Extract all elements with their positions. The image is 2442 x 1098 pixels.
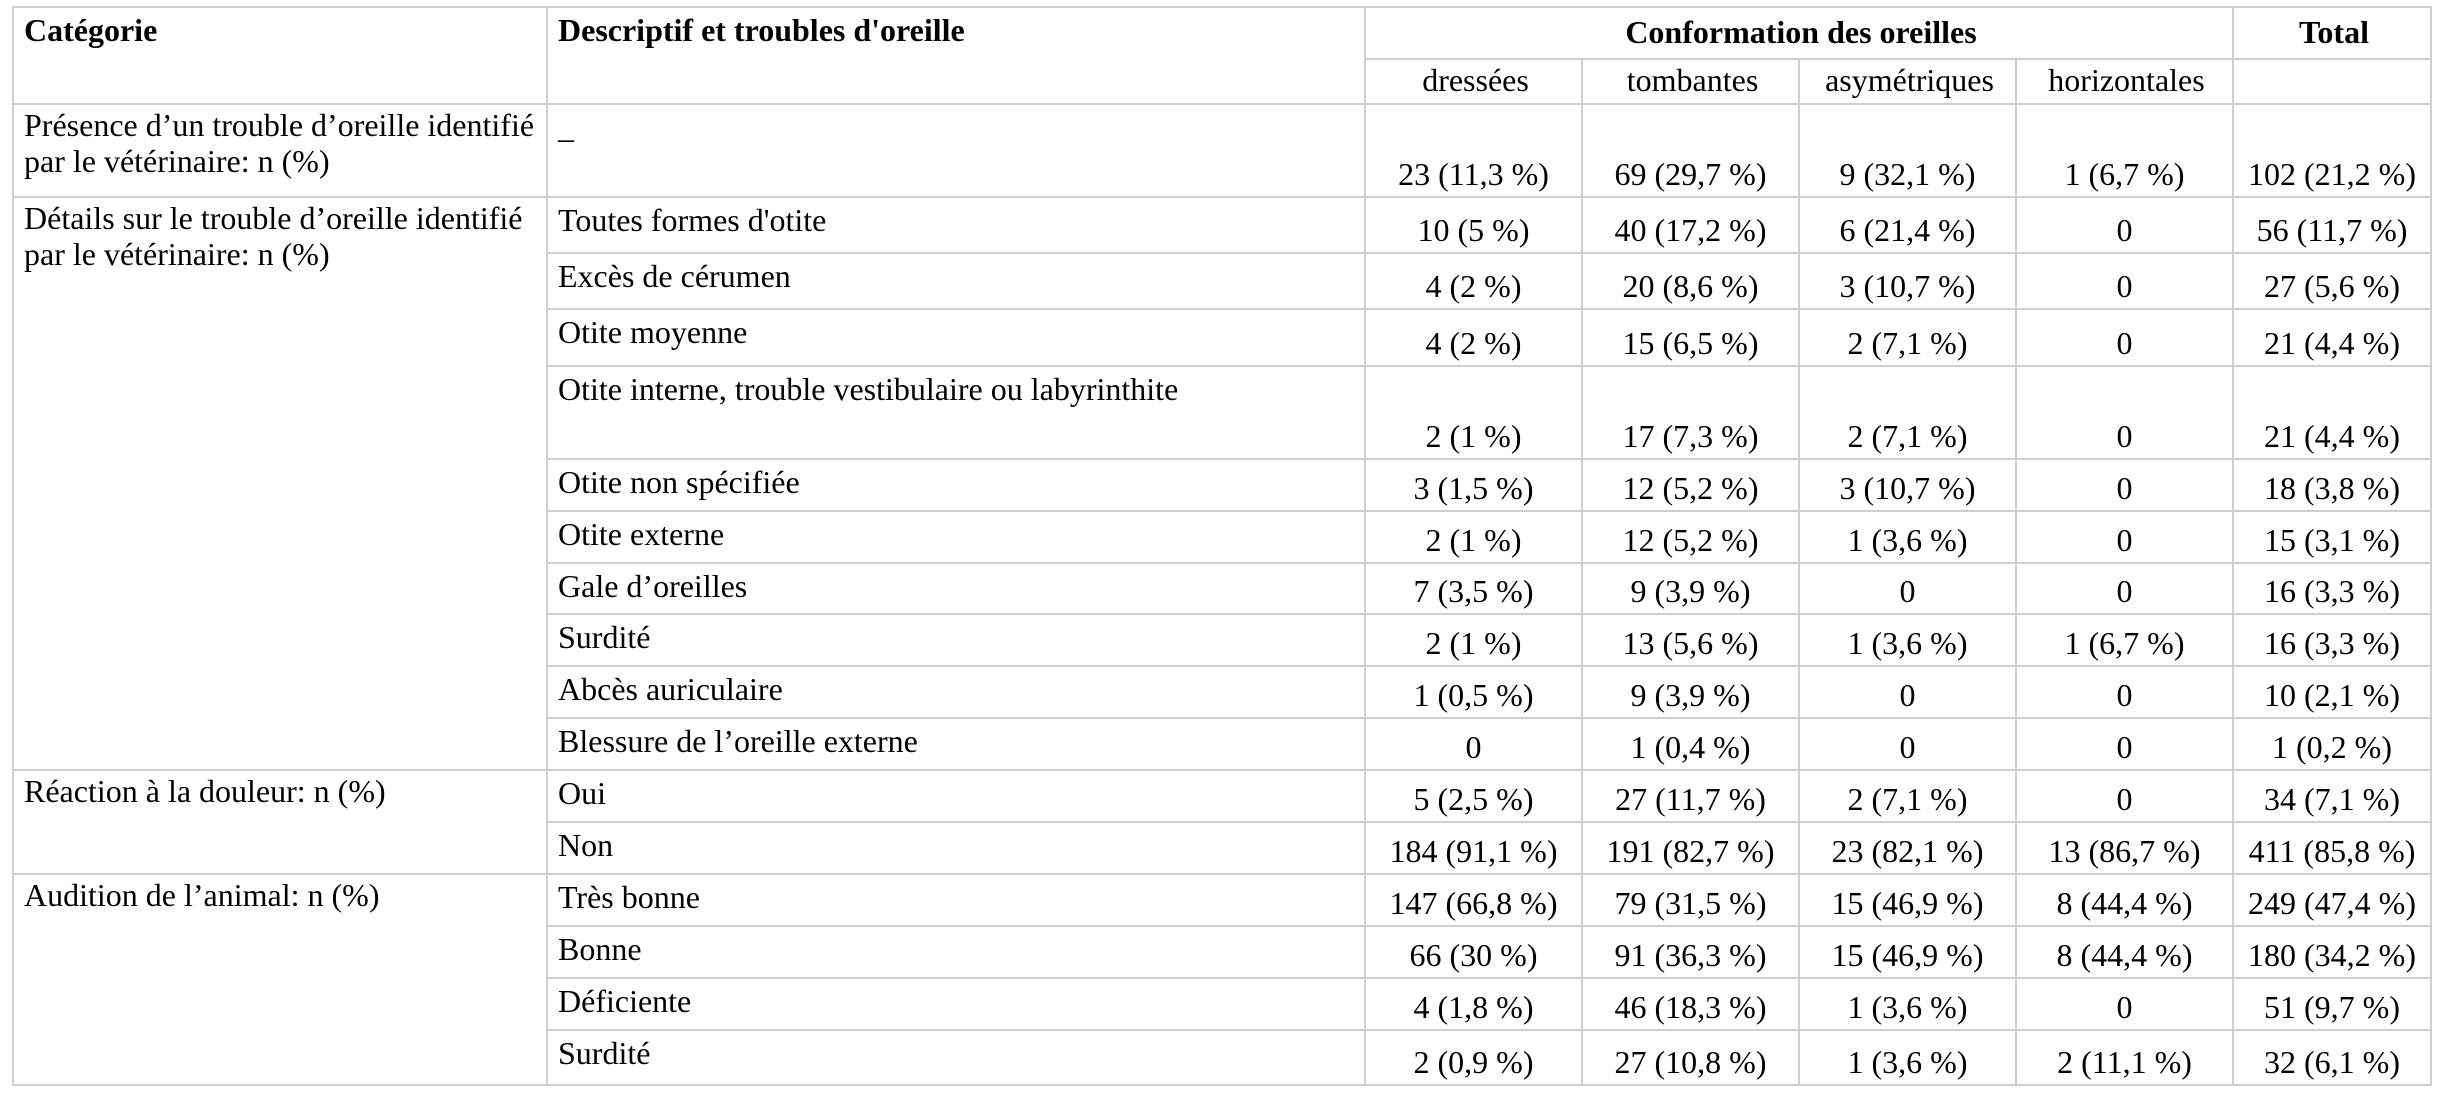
value-cell-asymetriques: 2 (7,1 %) (1799, 366, 2016, 459)
description-cell: Otite externe (547, 511, 1365, 563)
value-cell-asymetriques: 15 (46,9 %) (1799, 926, 2016, 978)
description-cell: Déficiente (547, 978, 1365, 1030)
value-cell-dressees: 5 (2,5 %) (1365, 770, 1582, 822)
value-cell-total: 180 (34,2 %) (2233, 926, 2431, 978)
value-cell-dressees: 10 (5 %) (1365, 197, 1582, 253)
value-cell-tombantes: 27 (11,7 %) (1582, 770, 1799, 822)
description-cell: Otite moyenne (547, 309, 1365, 366)
value-cell-total: 16 (3,3 %) (2233, 614, 2431, 666)
value-cell-total: 15 (3,1 %) (2233, 511, 2431, 563)
description-cell: Très bonne (547, 874, 1365, 926)
value-cell-total: 18 (3,8 %) (2233, 459, 2431, 511)
value-cell-horizontales: 0 (2016, 511, 2233, 563)
value-cell-dressees: 4 (1,8 %) (1365, 978, 1582, 1030)
value-cell-horizontales: 13 (86,7 %) (2016, 822, 2233, 874)
value-cell-horizontales: 0 (2016, 666, 2233, 718)
value-cell-asymetriques: 2 (7,1 %) (1799, 770, 2016, 822)
value-cell-total: 51 (9,7 %) (2233, 978, 2431, 1030)
value-cell-horizontales: 2 (11,1 %) (2016, 1030, 2233, 1085)
description-cell: Oui (547, 770, 1365, 822)
subheader-total-empty (2233, 59, 2431, 104)
value-cell-asymetriques: 6 (21,4 %) (1799, 197, 2016, 253)
value-cell-dressees: 7 (3,5 %) (1365, 563, 1582, 614)
category-cell: Audition de l’animal: n (%) (13, 874, 547, 1085)
value-cell-asymetriques: 1 (3,6 %) (1799, 978, 2016, 1030)
table-container (12, 6, 2432, 1086)
subheader-dressees: dressées (1365, 59, 1582, 104)
category-cell: Détails sur le trouble d’oreille identifié par le vétérinaire: n (%) (13, 197, 547, 770)
value-cell-dressees: 2 (1 %) (1365, 366, 1582, 459)
description-cell: Excès de cérumen (547, 253, 1365, 309)
value-cell-total: 34 (7,1 %) (2233, 770, 2431, 822)
value-cell-asymetriques: 1 (3,6 %) (1799, 511, 2016, 563)
value-cell-dressees: 4 (2 %) (1365, 253, 1582, 309)
value-cell-tombantes: 27 (10,8 %) (1582, 1030, 1799, 1085)
header-total: Total (2233, 7, 2431, 59)
value-cell-tombantes: 46 (18,3 %) (1582, 978, 1799, 1030)
value-cell-tombantes: 9 (3,9 %) (1582, 666, 1799, 718)
value-cell-asymetriques: 23 (82,1 %) (1799, 822, 2016, 874)
value-cell-tombantes: 12 (5,2 %) (1582, 459, 1799, 511)
value-cell-asymetriques: 9 (32,1 %) (1799, 104, 2016, 197)
value-cell-horizontales: 0 (2016, 253, 2233, 309)
description-cell: Abcès auriculaire (547, 666, 1365, 718)
category-cell: Réaction à la douleur: n (%) (13, 770, 547, 874)
value-cell-tombantes: 15 (6,5 %) (1582, 309, 1799, 366)
subheader-asymetriques: asymétriques (1799, 59, 2016, 104)
value-cell-total: 21 (4,4 %) (2233, 309, 2431, 366)
value-cell-dressees: 147 (66,8 %) (1365, 874, 1582, 926)
value-cell-horizontales: 1 (6,7 %) (2016, 104, 2233, 197)
value-cell-total: 102 (21,2 %) (2233, 104, 2431, 197)
value-cell-dressees: 23 (11,3 %) (1365, 104, 1582, 197)
value-cell-dressees: 1 (0,5 %) (1365, 666, 1582, 718)
subheader-horizontales: horizontales (2016, 59, 2233, 104)
value-cell-total: 27 (5,6 %) (2233, 253, 2431, 309)
value-cell-tombantes: 13 (5,6 %) (1582, 614, 1799, 666)
value-cell-horizontales: 0 (2016, 563, 2233, 614)
value-cell-dressees: 4 (2 %) (1365, 309, 1582, 366)
value-cell-total: 1 (0,2 %) (2233, 718, 2431, 770)
header-conformation: Conformation des oreilles (1365, 7, 2233, 59)
value-cell-asymetriques: 1 (3,6 %) (1799, 1030, 2016, 1085)
description-cell: Surdité (547, 614, 1365, 666)
value-cell-horizontales: 0 (2016, 309, 2233, 366)
description-cell: Toutes formes d'otite (547, 197, 1365, 253)
table-row (13, 770, 2431, 822)
value-cell-tombantes: 9 (3,9 %) (1582, 563, 1799, 614)
value-cell-tombantes: 40 (17,2 %) (1582, 197, 1799, 253)
value-cell-horizontales: 0 (2016, 770, 2233, 822)
description-cell: Otite non spécifiée (547, 459, 1365, 511)
value-cell-total: 32 (6,1 %) (2233, 1030, 2431, 1085)
header-category: Catégorie (13, 7, 547, 104)
value-cell-asymetriques: 15 (46,9 %) (1799, 874, 2016, 926)
subheader-tombantes: tombantes (1582, 59, 1799, 104)
table-row (13, 197, 2431, 253)
description-cell: Gale d’oreilles (547, 563, 1365, 614)
value-cell-dressees: 0 (1365, 718, 1582, 770)
value-cell-asymetriques: 2 (7,1 %) (1799, 309, 2016, 366)
value-cell-asymetriques: 1 (3,6 %) (1799, 614, 2016, 666)
header-row (13, 7, 2431, 59)
value-cell-dressees: 2 (1 %) (1365, 614, 1582, 666)
table-row (13, 104, 2431, 197)
value-cell-horizontales: 1 (6,7 %) (2016, 614, 2233, 666)
value-cell-tombantes: 17 (7,3 %) (1582, 366, 1799, 459)
value-cell-total: 411 (85,8 %) (2233, 822, 2431, 874)
value-cell-dressees: 184 (91,1 %) (1365, 822, 1582, 874)
table-row (13, 874, 2431, 926)
value-cell-tombantes: 91 (36,3 %) (1582, 926, 1799, 978)
value-cell-horizontales: 0 (2016, 718, 2233, 770)
description-cell: Blessure de l’oreille externe (547, 718, 1365, 770)
description-cell: Bonne (547, 926, 1365, 978)
value-cell-horizontales: 0 (2016, 978, 2233, 1030)
value-cell-tombantes: 1 (0,4 %) (1582, 718, 1799, 770)
category-cell: Présence d’un trouble d’oreille identifié par le vétérinaire: n (%) (13, 104, 547, 197)
value-cell-asymetriques: 3 (10,7 %) (1799, 459, 2016, 511)
value-cell-dressees: 2 (0,9 %) (1365, 1030, 1582, 1085)
value-cell-total: 56 (11,7 %) (2233, 197, 2431, 253)
value-cell-horizontales: 8 (44,4 %) (2016, 874, 2233, 926)
value-cell-asymetriques: 0 (1799, 563, 2016, 614)
description-cell: Otite interne, trouble vestibulaire ou labyrinthite (547, 366, 1365, 459)
value-cell-tombantes: 79 (31,5 %) (1582, 874, 1799, 926)
value-cell-total: 10 (2,1 %) (2233, 666, 2431, 718)
value-cell-horizontales: 0 (2016, 366, 2233, 459)
ear-disorders-table (12, 6, 2432, 1086)
value-cell-total: 21 (4,4 %) (2233, 366, 2431, 459)
description-cell: Non (547, 822, 1365, 874)
value-cell-horizontales: 0 (2016, 459, 2233, 511)
value-cell-total: 249 (47,4 %) (2233, 874, 2431, 926)
value-cell-tombantes: 20 (8,6 %) (1582, 253, 1799, 309)
value-cell-total: 16 (3,3 %) (2233, 563, 2431, 614)
value-cell-asymetriques: 3 (10,7 %) (1799, 253, 2016, 309)
description-cell: _ (547, 104, 1365, 197)
value-cell-tombantes: 191 (82,7 %) (1582, 822, 1799, 874)
value-cell-asymetriques: 0 (1799, 718, 2016, 770)
value-cell-horizontales: 0 (2016, 197, 2233, 253)
value-cell-dressees: 2 (1 %) (1365, 511, 1582, 563)
value-cell-horizontales: 8 (44,4 %) (2016, 926, 2233, 978)
value-cell-dressees: 66 (30 %) (1365, 926, 1582, 978)
header-description: Descriptif et troubles d'oreille (547, 7, 1365, 104)
value-cell-tombantes: 12 (5,2 %) (1582, 511, 1799, 563)
description-cell: Surdité (547, 1030, 1365, 1085)
value-cell-dressees: 3 (1,5 %) (1365, 459, 1582, 511)
value-cell-asymetriques: 0 (1799, 666, 2016, 718)
value-cell-tombantes: 69 (29,7 %) (1582, 104, 1799, 197)
